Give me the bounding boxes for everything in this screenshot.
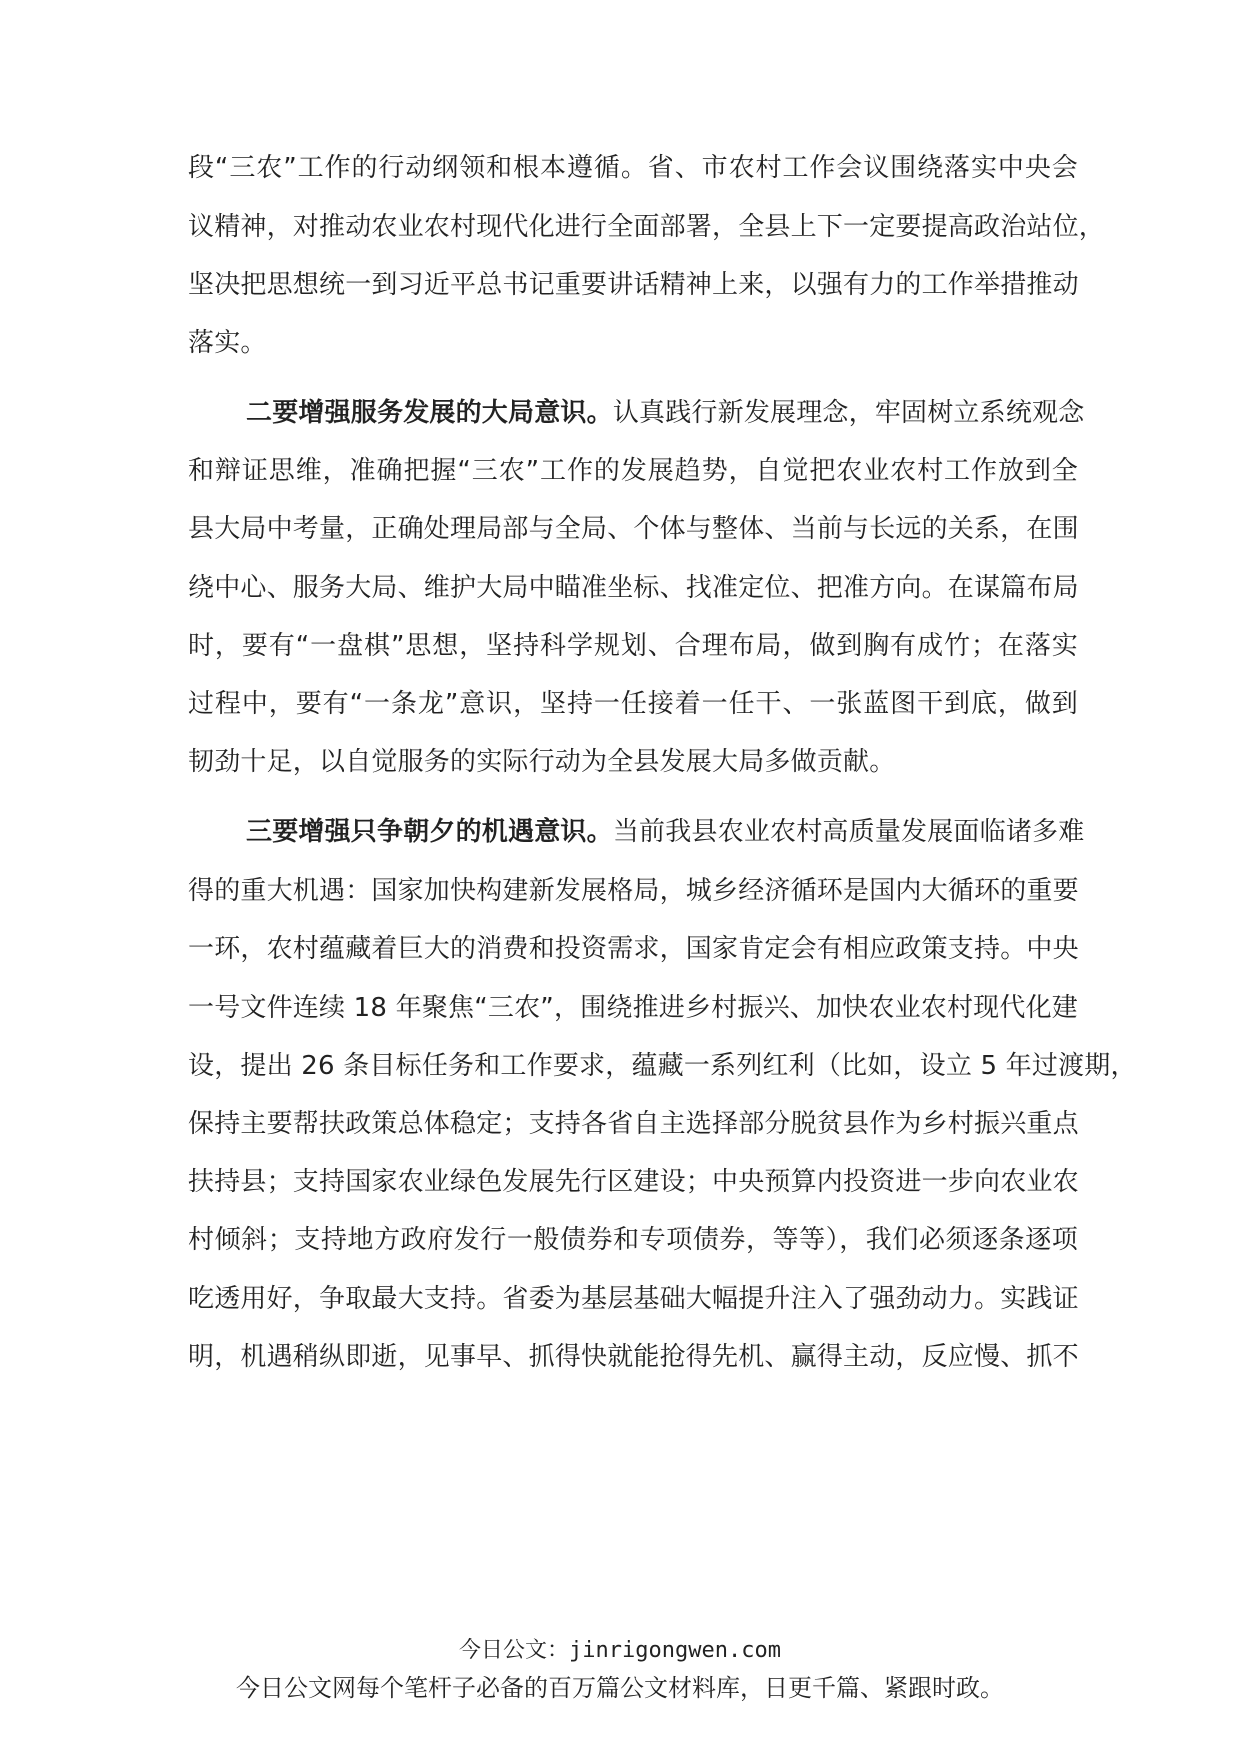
- paragraph-2-line-1: [246, 395, 1085, 431]
- paragraph-3-line-10: 明，机遇稍纵即逝，见事早、抓得快就能抢得先机、赢得主动，反应慢、抓不: [188, 1342, 1079, 1372]
- paragraph-1-line-3: 坚决把思想统一到习近平总书记重要讲话精神上来，以强有力的工作举措推动: [188, 270, 1079, 300]
- paragraph-2-line-2: 和辩证思维，准确把握“三农”工作的发展趋势，自觉把农业农村工作放到全: [188, 456, 1078, 486]
- paragraph-1-line-4: 落实。: [188, 328, 267, 358]
- paragraph-3-line-7: 扶持县；支持国家农业绿色发展先行区建设；中央预算内投资进一步向农业农: [188, 1167, 1079, 1197]
- footer-site-label: 今日公文：: [459, 1638, 570, 1663]
- paragraph-2-first-line-text: 认真践行新发展理念，牢固树立系统观念: [612, 398, 1085, 428]
- footer-site-url[interactable]: jinrigongwen.com: [569, 1638, 781, 1663]
- paragraph-3-line-3: 一环，农村蕴藏着巨大的消费和投资需求，国家肯定会有相应政策支持。中央: [188, 934, 1079, 964]
- footer-tagline: 今日公文网每个笔杆子必备的百万篇公文材料库，日更千篇、紧跟时政。: [236, 1674, 1004, 1702]
- paragraph-2-line-6: 过程中，要有“一条龙”意识，坚持一任接着一任干、一张蓝图干到底，做到: [188, 689, 1078, 719]
- paragraph-3-line-5: 设，提出 26 条目标任务和工作要求，蕴藏一系列红利（比如，设立 5 年过渡期，: [188, 1051, 1137, 1081]
- paragraph-2-line-4: 绕中心、服务大局、维护大局中瞄准坐标、找准定位、把准方向。在谋篇布局: [188, 573, 1079, 603]
- paragraph-3-line-9: 吃透用好，争取最大支持。省委为基层基础大幅提升注入了强劲动力。实践证: [188, 1284, 1079, 1314]
- paragraph-1-line-2: 议精神，对推动农业农村现代化进行全面部署，全县上下一定要提高政治站位，: [188, 212, 1106, 242]
- paragraph-3-first-line-text: 当前我县农业农村高质量发展面临诸多难: [612, 817, 1085, 847]
- paragraph-2-heading: 二要增强服务发展的大局意识。: [246, 398, 613, 428]
- paragraph-3-line-1: [246, 814, 1085, 850]
- paragraph-2-line-5: 时，要有“一盘棋”思想，坚持科学规划、合理布局，做到胸有成竹；在落实: [188, 631, 1078, 661]
- paragraph-3-line-4: 一号文件连续 18 年聚焦“三农”，围绕推进乡村振兴、加快农业农村现代化建: [188, 993, 1078, 1023]
- paragraph-2-line-3: 县大局中考量，正确处理局部与全局、个体与整体、当前与长远的关系，在围: [188, 514, 1079, 544]
- footer-site-line: [0, 1636, 1240, 1666]
- paragraph-3-line-8: 村倾斜；支持地方政府发行一般债券和专项债券，等等），我们必须逐条逐项: [188, 1225, 1078, 1255]
- paragraph-3-line-2: 得的重大机遇：国家加快构建新发展格局，城乡经济循环是国内大循环的重要: [188, 876, 1079, 906]
- paragraph-3-heading: 三要增强只争朝夕的机遇意识。: [246, 817, 613, 847]
- paragraph-3-line-6: 保持主要帮扶政策总体稳定；支持各省自主选择部分脱贫县作为乡村振兴重点: [188, 1109, 1079, 1139]
- paragraph-2-line-7: 韧劲十足，以自觉服务的实际行动为全县发展大局多做贡献。: [188, 747, 896, 777]
- paragraph-1-line-1: 段“三农”工作的行动纲领和根本遵循。省、市农村工作会议围绕落实中央会: [188, 153, 1078, 183]
